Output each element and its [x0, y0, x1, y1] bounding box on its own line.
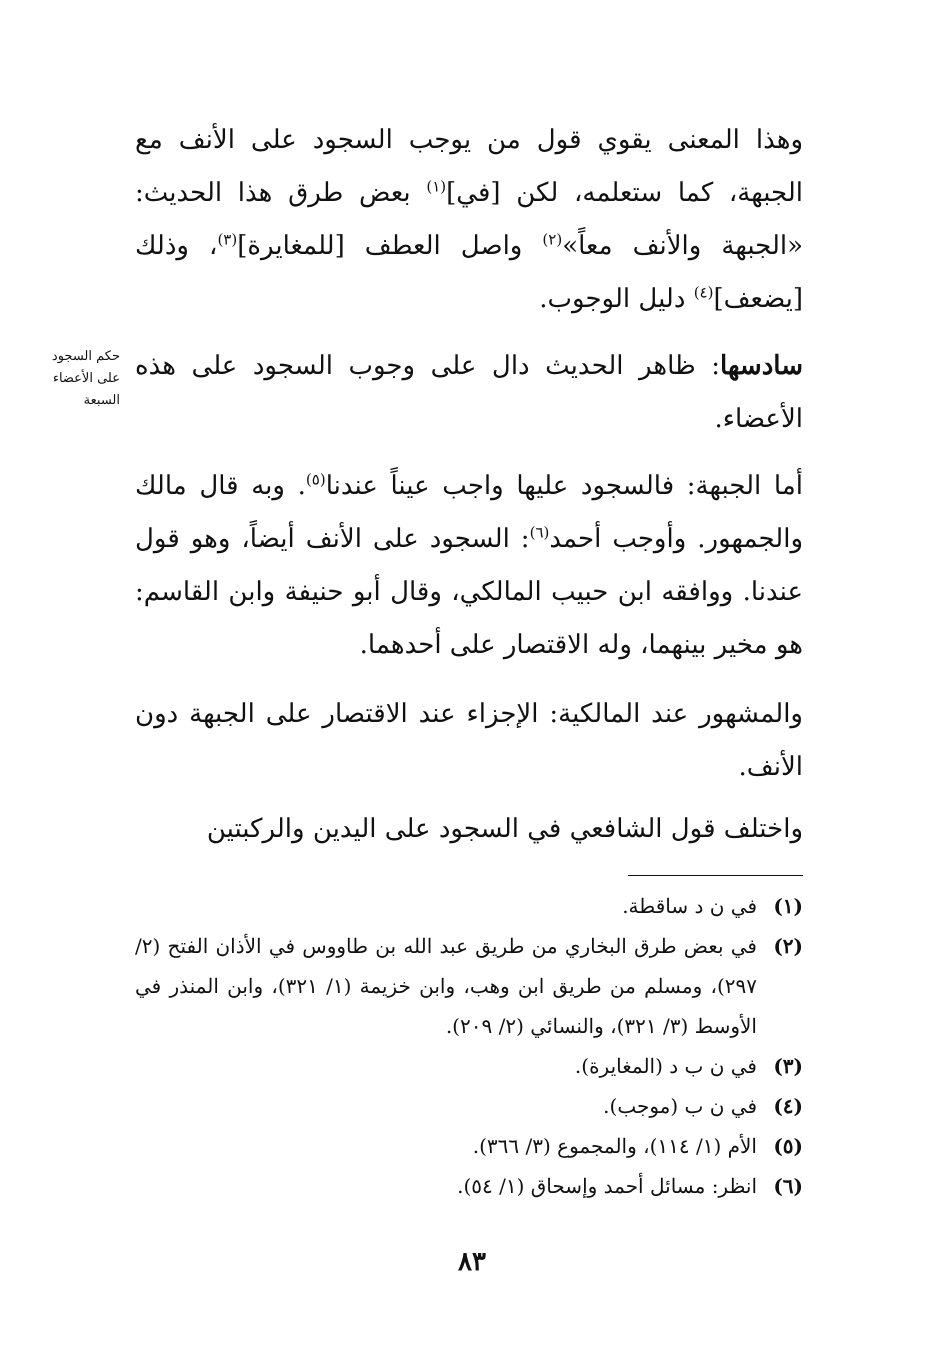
- page-number: ٨٣: [458, 1247, 486, 1277]
- footnote: [135, 1166, 803, 1206]
- margin-note-line: السبعة: [83, 393, 120, 408]
- paragraph-lead: سادسها: [720, 351, 803, 381]
- footnote-ref: (١): [426, 177, 447, 196]
- footnote-text: الأم (١/ ١١٤)، والمجموع (٣/ ٣٦٦).: [472, 1134, 757, 1158]
- footnote-text: في ن د ساقطة.: [622, 894, 757, 918]
- footnote-number: (٤): [773, 1094, 803, 1118]
- footnote-ref: (٥): [305, 470, 326, 489]
- paragraph-4: [135, 688, 803, 794]
- footnote-number: (٥): [773, 1134, 803, 1158]
- text-run: واختلف قول الشافعي في السجود على اليدين والركبتين: [206, 814, 803, 844]
- text-run: دليل الوجوب.: [539, 284, 694, 314]
- footnote-ref: (٣): [217, 230, 238, 249]
- text-run: واصل العطف [للمغايرة]: [237, 231, 543, 261]
- footnote-text: انظر: مسائل أحمد وإسحاق (١/ ٥٤).: [457, 1174, 757, 1198]
- margin-note-line: على الأعضاء: [52, 371, 120, 386]
- footnote-number: (١): [773, 894, 803, 918]
- text-run: وهذا المعنى يقوي قول من يوجب السجود على الأنف مع الجبهة، كما ستعلمه، لكن [في]: [135, 125, 803, 208]
- footnote-ref: (٤): [693, 283, 714, 302]
- text-run: أما الجبهة: فالسجود عليها واجب عيناً عندنا: [325, 471, 803, 501]
- paragraph-1: [135, 114, 803, 326]
- text-run: والمشهور عند المالكية: الإجزاء عند الاقتصار على الجبهة دون الأنف.: [135, 699, 803, 782]
- footnote-text: في ن ب (موجب).: [603, 1094, 757, 1118]
- paragraph-3: [135, 460, 803, 672]
- paragraph-5: [135, 803, 803, 856]
- footnote: [135, 1086, 803, 1126]
- text-run: ، وذلك [يضعف]: [135, 231, 803, 314]
- footnote-divider: [628, 875, 803, 876]
- margin-note: [22, 346, 120, 412]
- footnote-number: (٣): [773, 1054, 803, 1078]
- footnote-ref: (٦): [529, 523, 550, 542]
- text-run: بعض طرق هذا الحديث: «الجبهة والأنف معاً»: [135, 178, 803, 261]
- footnotes: [135, 886, 803, 1206]
- text-run: : ظاهر الحديث دال على وجوب السجود على هذه الأعضاء.: [135, 351, 803, 434]
- margin-note-line: حكم السجود: [51, 349, 120, 364]
- text-run: : السجود على الأنف أيضاً، وهو قول عندنا. ووافقه ابن حبيب المالكي، وقال أبو حنيفة وابن القاسم: هو مخير بينهما، وله الاقتصار على أحدهما.: [135, 524, 803, 660]
- footnote-text: في بعض طرق البخاري من طريق عبد الله بن طاووس في الأذان الفتح (٢/ ٢٩٧)، ومسلم من طريق ابن وهب، وابن خزيمة (١/ ٣٢١)، وابن المنذر في الأوسط (٣/ ٣٢١)، والنسائي (٢/ ٢٠٩).: [135, 934, 757, 1038]
- text-run: . وبه قال مالك والجمهور. وأوجب أحمد: [135, 471, 803, 554]
- footnote-text: في ن ب د (المغايرة).: [574, 1054, 757, 1078]
- paragraph-2: [135, 340, 803, 446]
- footnote-ref: (٢): [542, 230, 563, 249]
- footnote: [135, 926, 803, 1046]
- footnote: [135, 1046, 803, 1086]
- footnote-number: (٢): [773, 934, 803, 958]
- footnote: [135, 886, 803, 926]
- footnote-number: (٦): [773, 1174, 803, 1198]
- footnote: [135, 1126, 803, 1166]
